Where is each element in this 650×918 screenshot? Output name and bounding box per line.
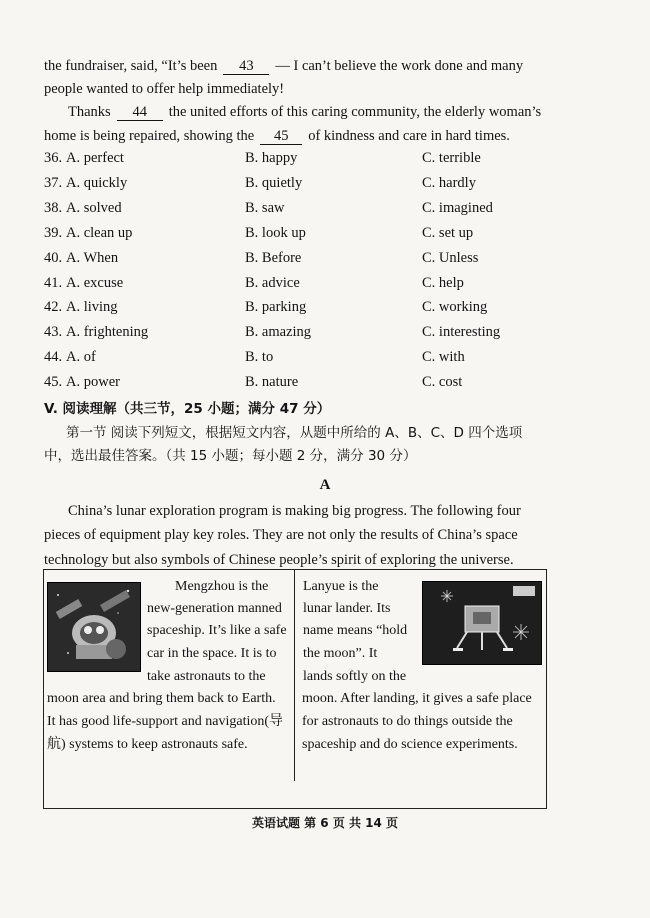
question-number: 38. xyxy=(44,199,63,216)
lanyue-line: moon. After landing, it gives a safe place xyxy=(302,691,532,706)
option-c: C. imagined xyxy=(422,199,493,216)
lanyue-line: for astronauts to do things outside the xyxy=(302,714,513,729)
lanyue-line: lunar lander. Its xyxy=(303,601,391,616)
lanyue-lander-image xyxy=(422,581,542,665)
cloze-text: Thanks xyxy=(68,104,111,120)
mengzhou-line: moon area and bring them back to Earth. xyxy=(47,691,276,706)
option-a: A. excuse xyxy=(66,274,124,291)
option-row xyxy=(44,150,584,170)
question-number: 44. xyxy=(44,349,63,366)
option-row xyxy=(44,374,584,394)
question-number: 43. xyxy=(44,324,63,341)
lanyue-line: spaceship and do science experiments. xyxy=(302,737,518,752)
cloze-text: the fundraiser, said, “It’s been xyxy=(44,58,218,74)
spaceship-illustration xyxy=(48,583,140,671)
option-a: A. quickly xyxy=(66,174,128,191)
option-row xyxy=(44,324,584,344)
question-number: 45. xyxy=(44,374,63,391)
option-c: C. set up xyxy=(422,224,474,241)
option-b: B. look up xyxy=(245,224,306,241)
mengzhou-line: Mengzhou is the xyxy=(175,579,269,594)
question-number: 40. xyxy=(44,249,63,266)
question-number: 42. xyxy=(44,299,63,316)
option-row xyxy=(44,200,584,220)
option-b: B. amazing xyxy=(245,324,312,341)
option-b: B. nature xyxy=(245,374,299,391)
mengzhou-line: spaceship. It’s like a safe xyxy=(147,623,287,638)
option-b: B. saw xyxy=(245,199,285,216)
option-row xyxy=(44,225,584,245)
lanyue-line: lands softly on the xyxy=(303,669,407,684)
lander-illustration xyxy=(423,582,541,664)
option-c: C. help xyxy=(422,274,464,291)
lanyue-line: name means “hold xyxy=(303,623,408,638)
question-number: 39. xyxy=(44,224,63,241)
blank-43: 43 xyxy=(223,58,269,75)
option-a: A. power xyxy=(66,374,120,391)
option-c: C. interesting xyxy=(422,324,501,341)
option-row xyxy=(44,175,584,195)
passage-line-2: pieces of equipment play key roles. They are not only the results of China’s space xyxy=(44,527,518,543)
option-c: C. Unless xyxy=(422,249,479,266)
option-c: C. with xyxy=(422,349,465,366)
mengzhou-spaceship-image xyxy=(47,582,141,672)
passage-line-1: China’s lunar exploration program is making big progress. The following four xyxy=(68,503,521,519)
passage-letter: A xyxy=(319,477,331,493)
mengzhou-line: car in the space. It is to xyxy=(147,646,277,661)
option-b: B. happy xyxy=(245,150,298,166)
option-a: A. of xyxy=(66,349,96,366)
cloze-line-2: people wanted to offer help immediately! xyxy=(44,81,285,97)
instruction-line-2: 中，选出最佳答案。（共 15 小题；每小题 2 分，满分 30 分） xyxy=(44,448,417,464)
option-row xyxy=(44,275,584,295)
blank-45: 45 xyxy=(260,128,302,145)
option-c: C. cost xyxy=(422,374,463,391)
option-row xyxy=(44,349,584,369)
blank-44: 44 xyxy=(117,104,163,121)
instruction-line-1: 第一节 阅读下列短文，根据短文内容，从题中所给的 A、B、C、D 四个选项 xyxy=(66,425,523,441)
question-number: 37. xyxy=(44,174,63,191)
option-c: C. hardly xyxy=(422,174,476,191)
page-footer: 英语试题 第 6 页 共 14 页 xyxy=(251,816,399,830)
question-number: 41. xyxy=(44,274,63,291)
passage-line-3: technology but also symbols of Chinese people’s spirit of exploring the universe. xyxy=(44,552,514,568)
mengzhou-line: take astronauts to the xyxy=(147,669,266,684)
cloze-text: — I can’t believe the work done and many xyxy=(275,58,524,74)
option-b: B. quietly xyxy=(245,174,303,191)
mengzhou-line: It has good life-support and navigation(导 xyxy=(47,714,284,729)
option-b: B. parking xyxy=(245,299,307,316)
option-a: A. clean up xyxy=(66,224,133,241)
option-c: C. terrible xyxy=(422,150,481,166)
section-heading: V. 阅读理解（共三节，25 小题；满分 47 分） xyxy=(44,401,331,417)
option-a: A. solved xyxy=(66,199,122,216)
mengzhou-line: 航) systems to keep astronauts safe. xyxy=(47,737,248,752)
option-b: B. to xyxy=(245,349,274,366)
question-number: 36. xyxy=(44,150,63,166)
cloze-text: home is being repaired, showing the xyxy=(44,128,255,144)
option-a: A. living xyxy=(66,299,118,316)
option-row xyxy=(44,299,584,319)
option-a: A. frightening xyxy=(66,324,149,341)
option-row xyxy=(44,250,584,270)
cloze-text: the united efforts of this caring community, the elderly woman’s xyxy=(168,104,542,120)
lanyue-line: the moon”. It xyxy=(303,646,378,661)
cloze-text: of kindness and care in hard times. xyxy=(308,128,510,144)
table-divider xyxy=(294,569,295,781)
option-c: C. working xyxy=(422,299,488,316)
option-b: B. advice xyxy=(245,274,300,291)
option-a: A. perfect xyxy=(66,150,124,166)
mengzhou-line: new-generation manned xyxy=(147,601,282,616)
option-a: A. When xyxy=(66,249,119,266)
cloze-line-1 xyxy=(44,57,523,75)
option-b: B. Before xyxy=(245,249,302,266)
cloze-line-4 xyxy=(44,127,510,145)
lanyue-line: Lanyue is the xyxy=(303,579,379,594)
cloze-line-3 xyxy=(68,103,541,121)
